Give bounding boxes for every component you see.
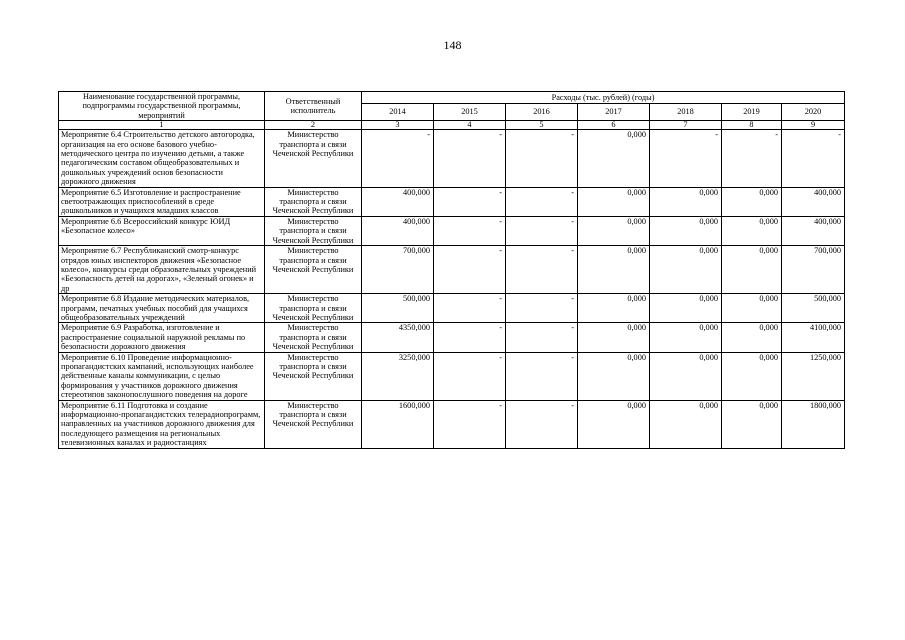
header-expenses: Расходы (тыс. рублей) (годы) (362, 92, 845, 104)
expense-value: 0,000 (650, 352, 722, 400)
header-executor: Ответственный исполнитель (265, 92, 362, 121)
expense-value: 1600,000 (362, 400, 434, 448)
table-row (59, 400, 845, 448)
expense-value: 700,000 (362, 246, 434, 294)
header-name: Наименование государственной программы, подпрограммы государственной программы, мероприятий (59, 92, 265, 121)
expense-value: 0,000 (578, 352, 650, 400)
table-row (59, 187, 845, 216)
activity-name: Мероприятие 6.10 Проведение информационно-пропагандистских кампаний, использующих наиболее действенные каналы коммуникации, с целью формирования у участников дорожного движения стереотипов законопослушного поведения на дороге (59, 352, 265, 400)
expense-value: 0,000 (578, 323, 650, 352)
expense-value: 700,000 (782, 246, 845, 294)
expense-value: 0,000 (650, 216, 722, 245)
expense-value: - (506, 130, 578, 187)
expense-value: - (782, 130, 845, 187)
table-row (59, 130, 845, 187)
expense-value: 0,000 (722, 187, 782, 216)
header-year: 2016 (506, 103, 578, 121)
expense-value: - (434, 130, 506, 187)
table-row (59, 352, 845, 400)
expense-value: 1250,000 (782, 352, 845, 400)
expense-value: - (506, 246, 578, 294)
expense-value: - (362, 130, 434, 187)
expense-value: - (650, 130, 722, 187)
expense-value: 0,000 (722, 246, 782, 294)
table-row (59, 216, 845, 245)
expense-value: 1800,000 (782, 400, 845, 448)
expense-value: 0,000 (722, 323, 782, 352)
expense-value: 0,000 (650, 246, 722, 294)
page-number: 148 (443, 38, 462, 52)
column-index: 4 (434, 121, 506, 130)
header-year: 2019 (722, 103, 782, 121)
expense-value: 4100,000 (782, 323, 845, 352)
header-year: 2015 (434, 103, 506, 121)
header-year: 2018 (650, 103, 722, 121)
column-index: 3 (362, 121, 434, 130)
activity-name: Мероприятие 6.6 Всероссийский конкурс ЮИД «Безопасное колесо» (59, 216, 265, 245)
expense-value: - (506, 216, 578, 245)
expense-value: 3250,000 (362, 352, 434, 400)
expense-value: 0,000 (578, 130, 650, 187)
expense-value: 500,000 (782, 294, 845, 323)
expense-value: 0,000 (578, 400, 650, 448)
responsible-executor: Министерство транспорта и связи Чеченской Республики (265, 246, 362, 294)
expense-value: 0,000 (722, 216, 782, 245)
table-row (59, 294, 845, 323)
column-index: 1 (59, 121, 265, 130)
expense-value: 0,000 (578, 294, 650, 323)
header-year: 2017 (578, 103, 650, 121)
column-index: 9 (782, 121, 845, 130)
expense-value: - (506, 187, 578, 216)
responsible-executor: Министерство транспорта и связи Чеченской Республики (265, 187, 362, 216)
expense-value: - (506, 352, 578, 400)
responsible-executor: Министерство транспорта и связи Чеченской Республики (265, 323, 362, 352)
expense-value: 400,000 (782, 187, 845, 216)
column-index: 2 (265, 121, 362, 130)
responsible-executor: Министерство транспорта и связи Чеченской Республики (265, 400, 362, 448)
table-body (59, 130, 845, 448)
expense-value: 4350,000 (362, 323, 434, 352)
activity-name: Мероприятие 6.5 Изготовление и распространение светоотражающих приспособлений в среде дошкольников и учащихся младших классов (59, 187, 265, 216)
expense-value: 0,000 (650, 400, 722, 448)
responsible-executor: Министерство транспорта и связи Чеченской Республики (265, 294, 362, 323)
expense-value: - (506, 294, 578, 323)
table-row (59, 246, 845, 294)
expense-value: - (434, 323, 506, 352)
expense-value: - (434, 216, 506, 245)
table-row (59, 323, 845, 352)
column-index: 5 (506, 121, 578, 130)
expense-value: 0,000 (650, 323, 722, 352)
column-index: 8 (722, 121, 782, 130)
activity-name: Мероприятие 6.11 Подготовка и создание информационно-пропагандистских телерадиопрограмм, направленных на участников дорожного движения для последующего размещения на региональных телевизионных каналах и радиостанциях (59, 400, 265, 448)
expense-value: - (434, 187, 506, 216)
expense-value: - (506, 323, 578, 352)
expense-value: 0,000 (722, 294, 782, 323)
expense-value: - (722, 130, 782, 187)
expense-value: - (434, 352, 506, 400)
expense-value: 400,000 (782, 216, 845, 245)
expense-value: 400,000 (362, 187, 434, 216)
expense-value: - (434, 246, 506, 294)
activity-name: Мероприятие 6.8 Издание методических материалов, программ, печатных учебных пособий для учащихся общеобразовательных учреждений (59, 294, 265, 323)
expense-value: 0,000 (578, 187, 650, 216)
column-index: 7 (650, 121, 722, 130)
column-index: 6 (578, 121, 650, 130)
expense-value: - (506, 400, 578, 448)
expense-value: 0,000 (650, 187, 722, 216)
expense-value: 400,000 (362, 216, 434, 245)
responsible-executor: Министерство транспорта и связи Чеченской Республики (265, 216, 362, 245)
activity-name: Мероприятие 6.7 Республиканский смотр-конкурс отрядов юных инспекторов движения «Безопасное колесо», конкурсы среди образовательных учреждений «Безопасность детей на дорогах», «Зеленый огонек» и др (59, 246, 265, 294)
expenses-table (58, 91, 845, 449)
responsible-executor: Министерство транспорта и связи Чеченской Республики (265, 130, 362, 187)
header-year: 2014 (362, 103, 434, 121)
expense-value: 0,000 (722, 400, 782, 448)
responsible-executor: Министерство транспорта и связи Чеченской Республики (265, 352, 362, 400)
header-year: 2020 (782, 103, 845, 121)
expense-value: 0,000 (722, 352, 782, 400)
activity-name: Мероприятие 6.4 Строительство детского автогородка, организация на его основе базового учебно-методического центра по изучению детьми, а также педагогическим составом общеобразовательных и дошкольных учреждений основ безопасности дорожного движения (59, 130, 265, 187)
expense-value: - (434, 294, 506, 323)
expense-value: 0,000 (650, 294, 722, 323)
expense-value: 500,000 (362, 294, 434, 323)
activity-name: Мероприятие 6.9 Разработка, изготовление и распространение социальной наружной рекламы по безопасности дорожного движения (59, 323, 265, 352)
expense-value: - (434, 400, 506, 448)
expense-value: 0,000 (578, 246, 650, 294)
expense-value: 0,000 (578, 216, 650, 245)
